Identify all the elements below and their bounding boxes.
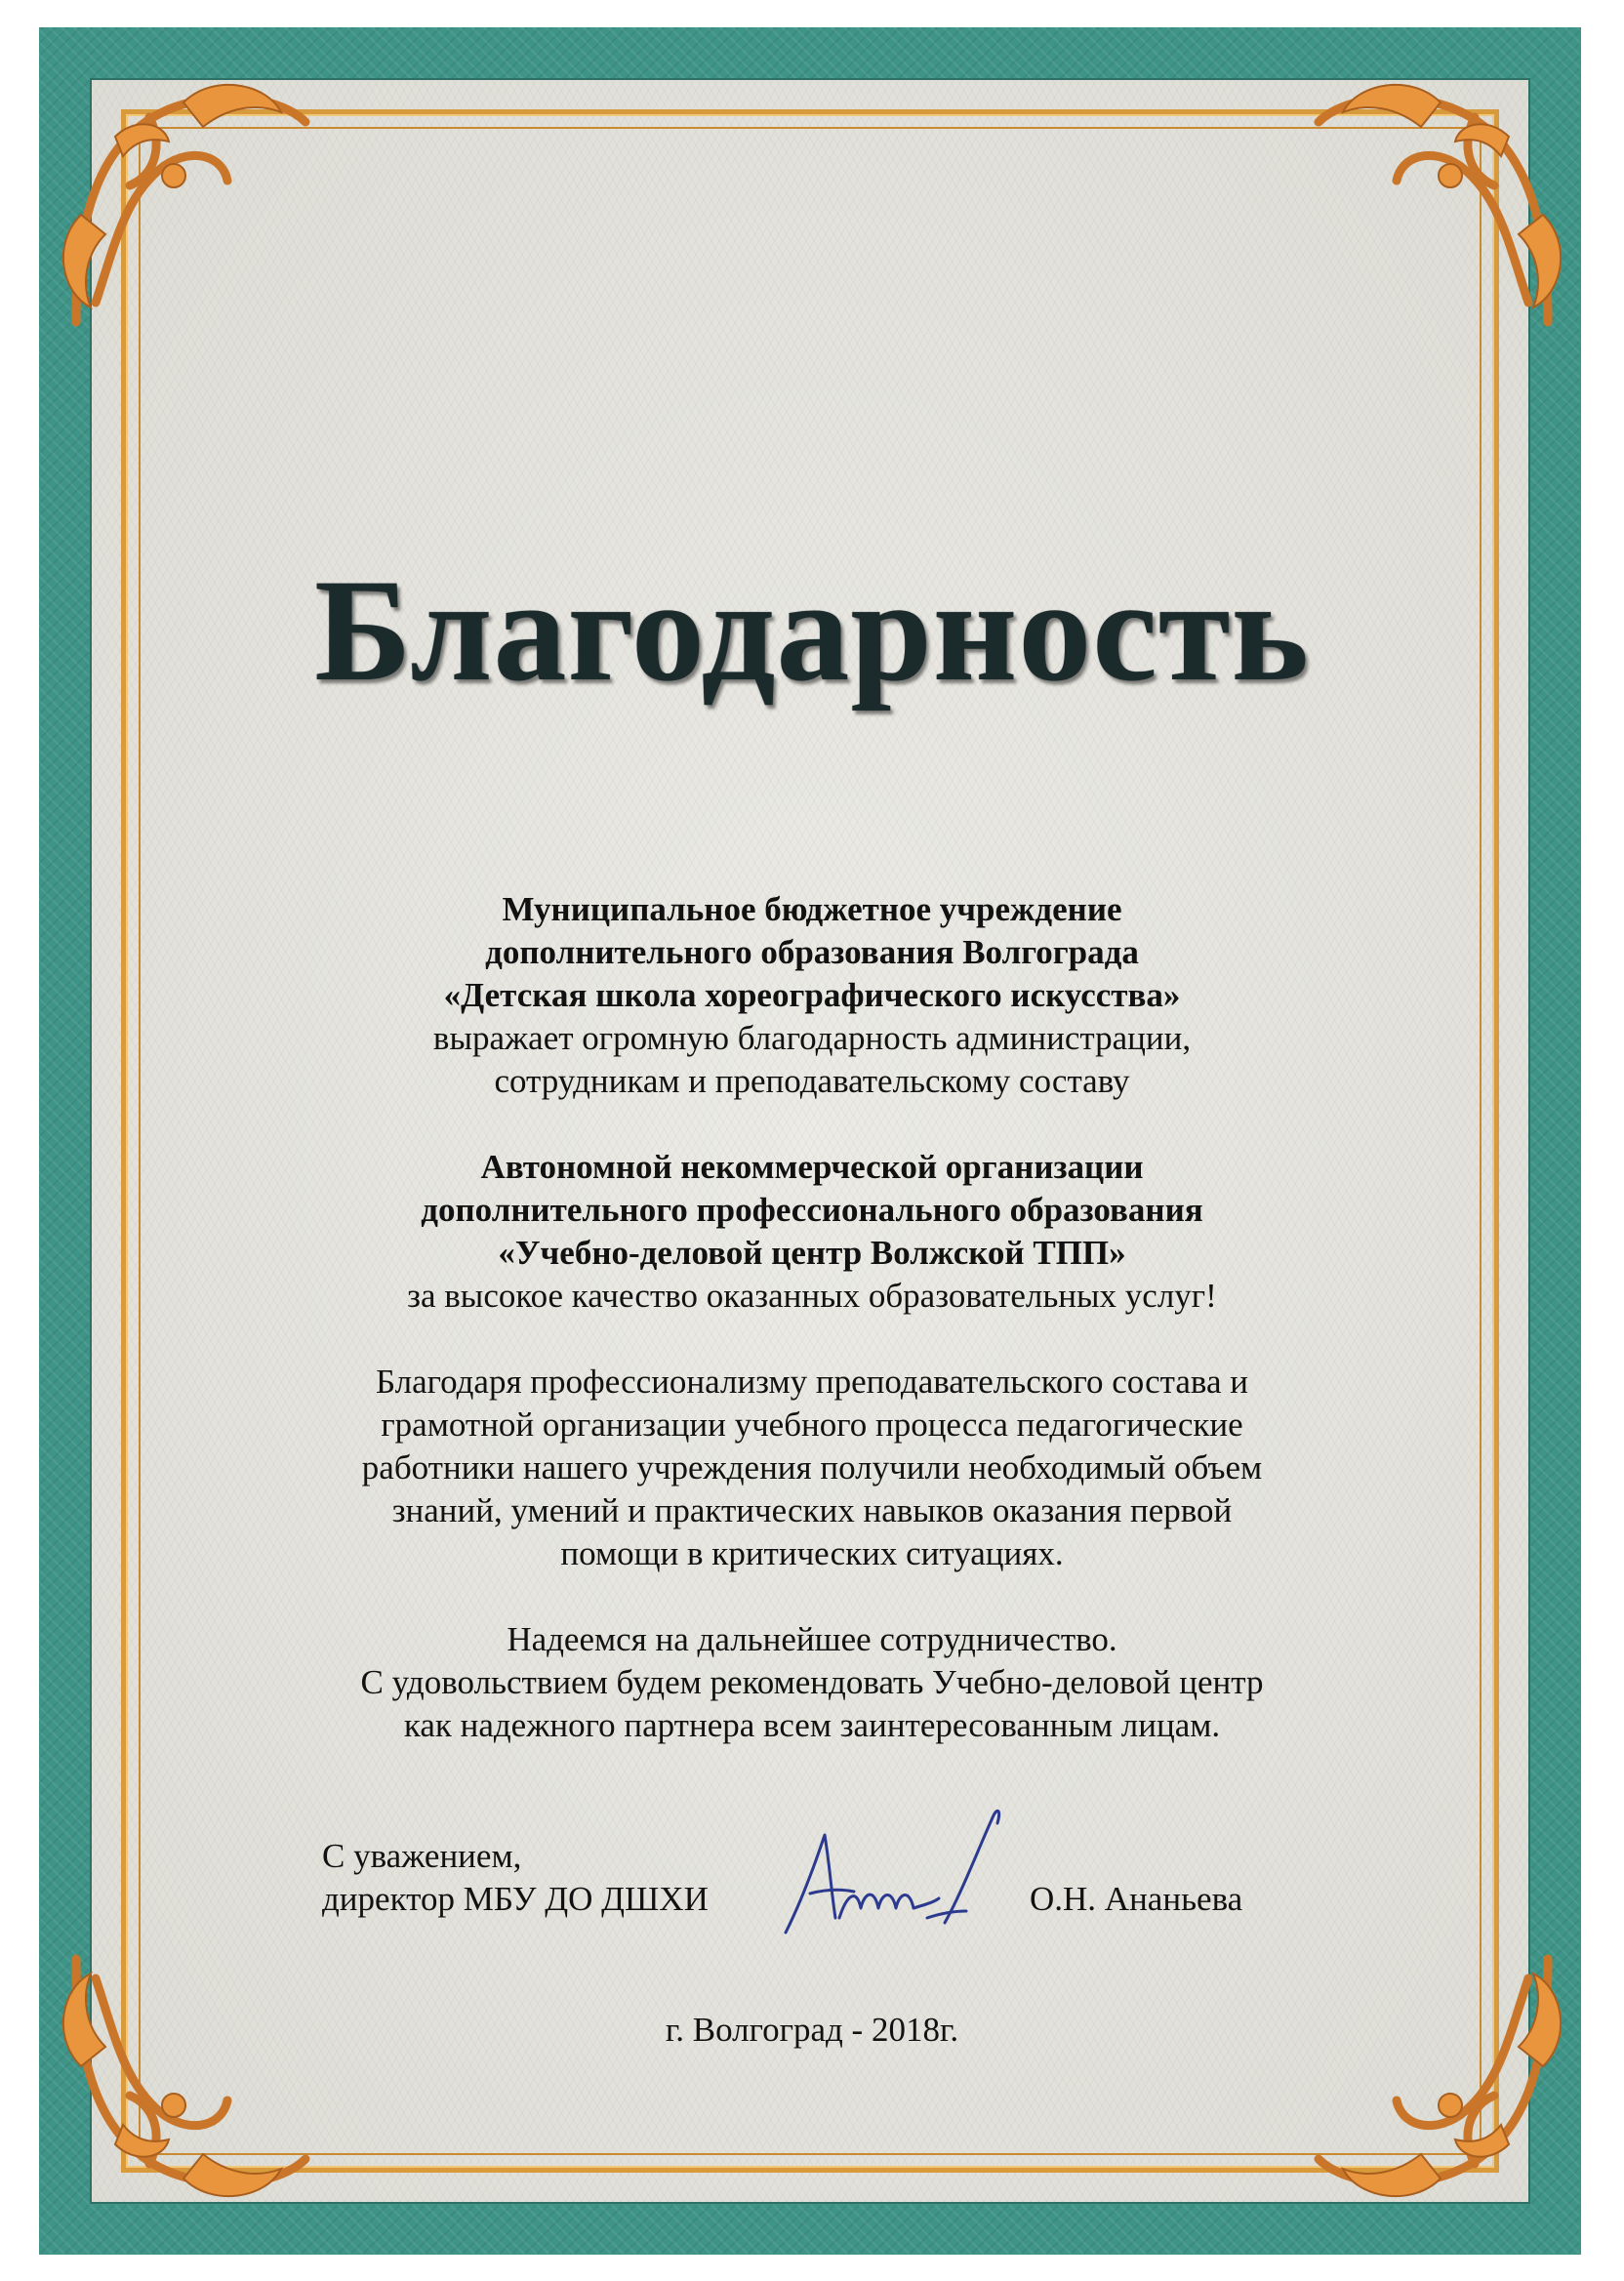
body-line: знаний, умений и практических навыков оказания первой bbox=[391, 1491, 1233, 1529]
issuer-line: дополнительного образования Волгограда bbox=[485, 933, 1139, 971]
body-line: работники нашего учреждения получили необходимый объем bbox=[361, 1448, 1263, 1487]
signature-block bbox=[322, 1835, 709, 1921]
gratitude-line: сотрудникам и преподавательскому составу bbox=[494, 1062, 1130, 1100]
issuer-line: «Детская школа хореографического искусства» bbox=[443, 976, 1181, 1014]
certificate-title: Благодарность bbox=[314, 550, 1310, 712]
issuer-line: Муниципальное бюджетное учреждение bbox=[502, 890, 1122, 928]
body-line: Благодаря профессионализму преподавательского состава и bbox=[376, 1363, 1248, 1401]
recipient-line: «Учебно-деловой центр Волжской ТПП» bbox=[498, 1234, 1126, 1272]
body-line: грамотной организации учебного процесса педагогические bbox=[381, 1405, 1243, 1444]
ornament-corner-bottom-left bbox=[57, 1939, 320, 2203]
spacer bbox=[195, 1575, 1429, 1618]
recipient-line: Автономной некоммерческой организации bbox=[480, 1148, 1144, 1186]
closing-line: как надежного партнера всем заинтересованным лицам. bbox=[403, 1706, 1221, 1744]
gratitude-line: выражает огромную благодарность администрации, bbox=[432, 1019, 1192, 1057]
handwritten-signature bbox=[771, 1796, 1025, 1962]
signer-name: О.Н. Ананьева bbox=[1030, 1880, 1243, 1918]
ornament-corner-top-left bbox=[57, 78, 320, 342]
regards-text: С уважением, bbox=[322, 1837, 522, 1875]
place-date: г. Волгоград - 2018г. bbox=[665, 2011, 959, 2049]
recipient-line: дополнительного профессионального образования bbox=[421, 1191, 1203, 1229]
signer-position: директор МБУ ДО ДШХИ bbox=[322, 1880, 709, 1918]
body-line: помощи в критических ситуациях. bbox=[560, 1534, 1064, 1572]
reason-line: за высокое качество оказанных образовательных услуг! bbox=[407, 1277, 1217, 1315]
spacer bbox=[195, 1103, 1429, 1146]
spacer bbox=[195, 1318, 1429, 1361]
closing-line: Надеемся на дальнейшее сотрудничество. bbox=[507, 1620, 1117, 1658]
ornament-corner-top-right bbox=[1304, 78, 1567, 342]
closing-line: С удовольствием будем рекомендовать Учебно-деловой центр bbox=[360, 1663, 1264, 1701]
ornament-corner-bottom-right bbox=[1304, 1939, 1567, 2203]
certificate-text bbox=[195, 888, 1429, 1747]
